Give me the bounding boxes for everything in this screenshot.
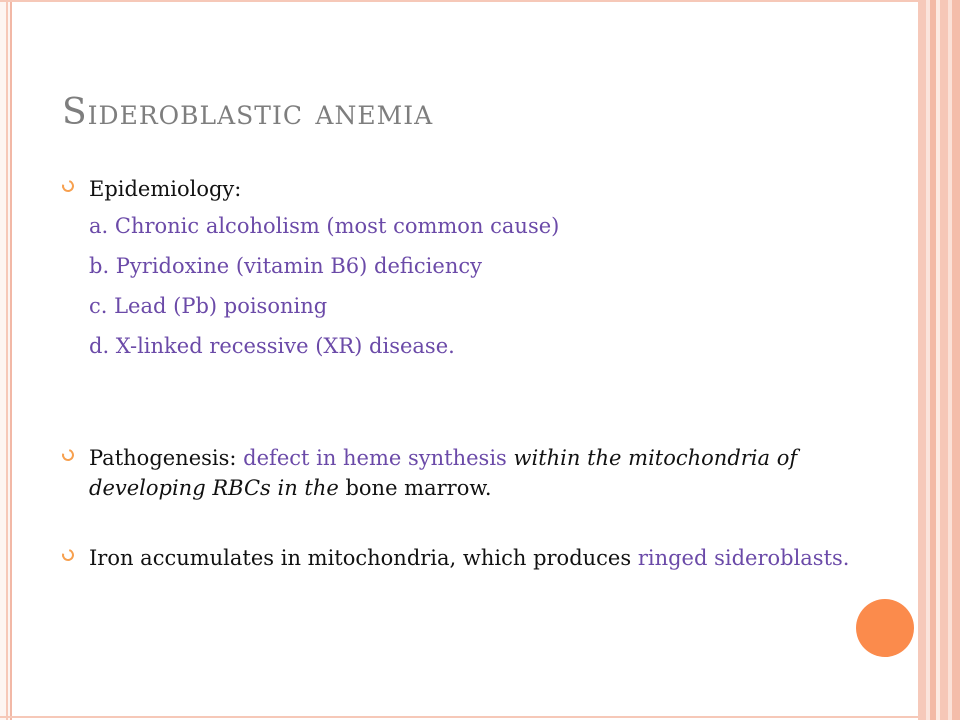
slide-content: [62, 174, 852, 573]
bullet-iron: [62, 543, 852, 573]
epidemiology-item: d. X-linked recessive (XR) disease.: [89, 334, 455, 358]
right-stripe: [952, 0, 960, 720]
accent-circle-decoration: [856, 599, 914, 657]
right-stripe: [940, 0, 948, 720]
pathogenesis-text: [89, 443, 852, 503]
bullet-circle-icon: [60, 547, 76, 563]
left-frame-line: [6, 0, 8, 720]
pathogenesis-italic: within the mitochondria of developing RBCs in the: [89, 446, 798, 500]
top-frame-line: [0, 0, 918, 2]
pathogenesis-highlight: defect in heme synthesis: [243, 446, 507, 470]
bullet-epidemiology: [62, 174, 852, 366]
bottom-frame-line: [0, 716, 918, 718]
slide-title: Sideroblastic anemia: [62, 92, 434, 133]
iron-sentence: Iron accumulates in mitochondria, which produces: [89, 546, 638, 570]
bullet-circle-icon: [60, 447, 76, 463]
epidemiology-heading: Epidemiology:: [89, 177, 242, 201]
iron-highlight: ringed sideroblasts.: [637, 546, 850, 570]
bullet-pathogenesis: [62, 443, 852, 503]
epidemiology-item: a. Chronic alcoholism (most common cause): [89, 214, 560, 238]
epidemiology-item: b. Pyridoxine (vitamin B6) deficiency: [89, 254, 482, 278]
pathogenesis-tail: bone marrow.: [338, 476, 492, 500]
pathogenesis-label: Pathogenesis:: [89, 446, 244, 470]
bullet-circle-icon: [60, 178, 76, 194]
epidemiology-item: c. Lead (Pb) poisoning: [89, 294, 328, 318]
right-stripe: [918, 0, 926, 720]
iron-text: [89, 543, 852, 573]
